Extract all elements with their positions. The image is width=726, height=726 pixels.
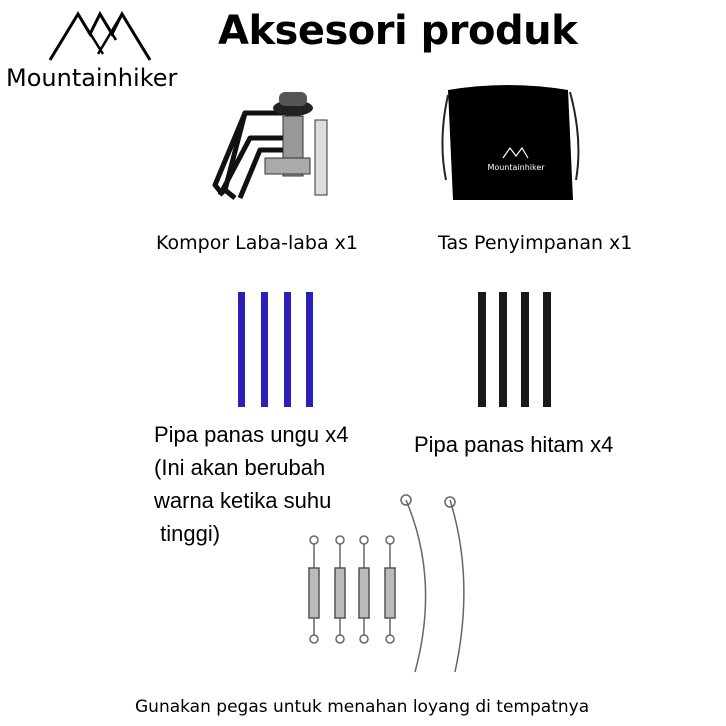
bag-logo-text: Mountainhiker [487,163,545,172]
bag-caption: Tas Penyimpanan x1 [438,232,633,254]
springs-caption: Gunakan pegas untuk menahan loyang di tempatnya [135,697,590,717]
spider-stove-image [195,80,355,205]
mountain-logo-icon [48,8,153,63]
caption-line: Pipa panas ungu x4 [154,422,349,447]
storage-bag-image [438,80,588,205]
springs-image [300,490,480,680]
caption-line: warna ketika suhu [154,488,332,513]
brand-name: Mountainhiker [6,64,178,92]
page-title: Aksesori produk [218,8,578,54]
caption-line: (Ini akan berubah [154,455,326,480]
caption-line: tinggi) [154,521,221,546]
stove-caption: Kompor Laba-laba x1 [156,232,358,254]
black-pipes-caption: Pipa panas hitam x4 [414,432,614,457]
